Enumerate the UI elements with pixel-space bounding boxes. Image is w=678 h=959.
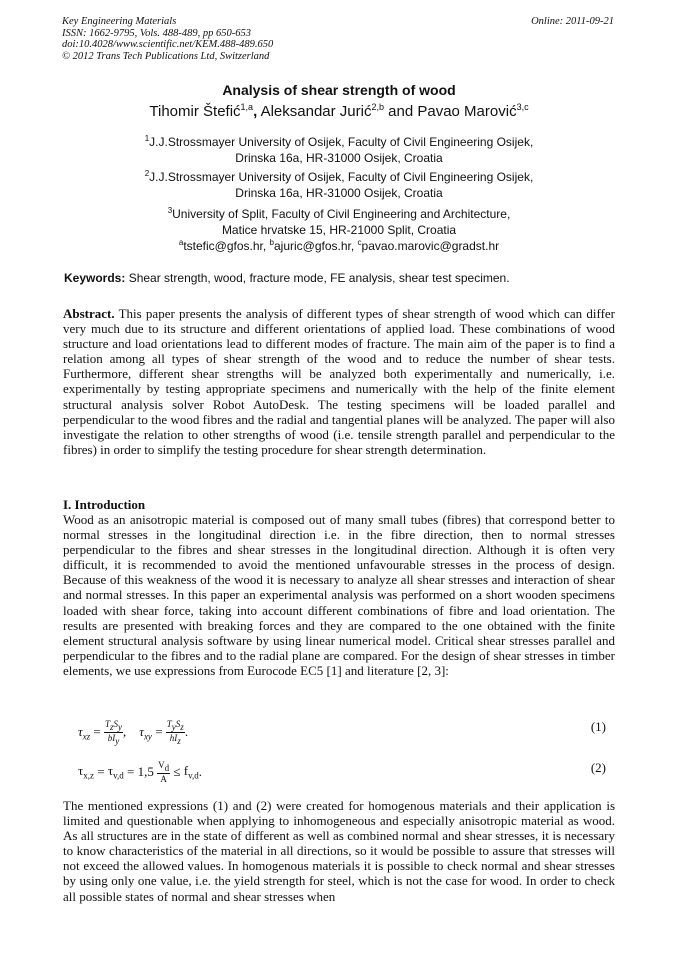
section-heading: I. Introduction [63, 497, 146, 512]
author-sup: 2,b [371, 102, 384, 112]
affiliation-line: J.J.Strossmayer University of Osijek, Faculty of Civil Engineering Osijek, [149, 135, 534, 149]
eq-symbol: τ [78, 763, 84, 779]
eq-end: . [198, 763, 202, 779]
author-list [0, 102, 678, 120]
keywords-label: Keywords: [64, 271, 126, 285]
eq-symbol: A [160, 773, 167, 784]
journal-name: Key Engineering Materials [62, 16, 177, 27]
email-sup: a [178, 238, 184, 247]
eq-sub: y [115, 735, 120, 746]
eq-sub: z [177, 735, 181, 746]
author-sup: 3,c [516, 102, 529, 112]
affiliation-line: J.J.Strossmayer University of Osijek, Faculty of Civil Engineering Osijek, [149, 170, 534, 184]
abstract [63, 306, 615, 457]
eq-fraction [166, 719, 185, 746]
email-link[interactable]: pavao.marovic@gradst.hr [361, 239, 500, 253]
equation-number: (2) [590, 760, 606, 775]
author-name: Pavao Marović [417, 103, 517, 120]
eq-symbol: τ [139, 723, 144, 739]
keywords [64, 271, 616, 285]
eq-symbol: τ [78, 723, 83, 739]
email-link[interactable]: ajuric@gfos.hr [273, 239, 351, 253]
affiliation [0, 131, 678, 166]
eq-sub: z [180, 721, 184, 732]
abstract-text: This paper presents the analysis of different types of shear strength of wood which can differ very much due to its structure and different orientations of applied load. These combinations of wood structure and load orientations lead to different modes of fracture. The main aim of the paper is to find a relation among all types of shear strength of the wood and to reduce the number of shear tests. Furthermore, different shear strengths will be analyzed both experimentally and numerically, i.e. experimentally by testing appropriate specimens and numerically with the help of the finite element structural analysis solver Robot AutoDesk. The testing specimens will be loaded parallel and perpendicular to the wood fibres and the radial and tangential planes will be analyzed. The paper will also investigate the relation to other strengths of wood (i.e. tensile strength parallel and perpendicular to the fibres) in order to simplify the testing procedure for shear strength determination. [63, 306, 615, 457]
author-name: Aleksandar Jurić [260, 103, 372, 120]
paper-title: Analysis of shear strength of wood [222, 82, 456, 98]
eq-symbol: S [113, 719, 119, 729]
eq-relation: ≤ [173, 763, 181, 779]
affiliation-line: Matice hrvatske 15, HR-21000 Split, Croatia [221, 223, 457, 237]
intro-paragraph: Wood as an anisotropic material is composed out of many small tubes (fibres) that correspond better to normal stresses in the longitudinal direction i.e. in the fibre direction, then to normal stresses perpendicular to the fibres and shear stresses in the longitudinal direction. Although it is often very difficult, it is recommended to avoid the mentioned unfavourable stresses in the process of design. Because of this weakness of the wood it is necessary to analyze all shear stresses and interaction of shear and normal stresses. In this paper an experimental analysis was performed on a short wooden specimens loaded with shear force, taking into account different combinations of fibre and load orientation. The results are presented with breaking forces and they are compared to the one obtained with the finite element structural analysis software by using linear numerical model. Critical shear stresses parallel and perpendicular to the fibres and to the radial plane are compared. For the design of shear stresses in timber elements, we use expressions from Eurocode EC5 [1] and literature [2, 3]: [63, 512, 615, 678]
eq-symbol: T [105, 719, 111, 729]
affiliation [0, 166, 678, 201]
author-name: Tihomir Štefić [149, 103, 241, 120]
eq-sub: x,z [83, 770, 94, 781]
eq-sub: v,d [188, 770, 199, 781]
eq-sub: xy [143, 731, 152, 742]
eq-symbol: f [183, 763, 189, 779]
eq-sub: y [171, 721, 176, 732]
eq-sub: v,d [113, 770, 124, 781]
body-paragraph: The mentioned expressions (1) and (2) were created for homogenous materials and their application is limited and questionable when applying to inhomogeneous and especially anisotropic material as wood. As all structures are in the state of different as well as combined normal and shear stresses, it is necessary to know characteristics of the material in all directions, so it would be possible to assure that stresses will not exceed the allowed values. In homogenous materials it is possible to check normal and shear stresses by using only one value, i.e. the yield strength for steel, which is not the case for wood. In order to check all possible states of normal and shear stresses when [63, 798, 615, 904]
equation-2: $\tau_{x,z} = \tau_{v,d} = 1,5$ $\frac{V_d}{A}$ ≤ $f_{v,d}$. (2) [78, 760, 606, 784]
issn-line: ISSN: 1662-9795, Vols. 488-489, pp 650-653 [62, 27, 251, 39]
eq-sub: d [164, 762, 170, 773]
author-sup: 1,a [240, 102, 254, 112]
equation-number: (1) [590, 719, 606, 734]
keywords-text: Shear strength, wood, fracture mode, FE analysis, shear test specimen. [128, 271, 510, 285]
journal-header [62, 16, 614, 62]
doi-link[interactable]: doi:10.4028/www.scientific.net/KEM.488-489.650 [62, 39, 274, 50]
eq-coefficient: 1,5 [137, 763, 154, 779]
eq-separator: , [123, 724, 127, 740]
eq-fraction [157, 760, 170, 784]
eq-sub: y [118, 721, 123, 732]
author-and: and [388, 103, 414, 120]
email-list: $^a$tstefic@gfos.hr, $^b$ajuric@gfos.hr, $^c$pavao.marovic@gradst.hr [178, 238, 500, 253]
author-separator: , [253, 103, 258, 120]
email-link[interactable]: tstefic@gfos.hr [183, 239, 263, 253]
eq-end: . [184, 724, 189, 740]
online-date: Online: 2011-09-21 [531, 16, 614, 27]
eq-symbol: T [166, 719, 172, 729]
affiliation-sup: 3 [167, 206, 173, 215]
affiliation-sup: 2 [144, 169, 150, 178]
email-sup: c [357, 238, 362, 247]
abstract-label: Abstract. [63, 306, 115, 321]
affiliation-sup: 1 [144, 134, 150, 143]
affiliation [0, 203, 678, 238]
eq-sub: xz [82, 731, 91, 742]
affiliation-line: University of Split, Faculty of Civil Engineering and Architecture, [172, 207, 511, 221]
affiliation-line: Drinska 16a, HR-31000 Osijek, Croatia [235, 186, 443, 200]
eq-fraction [104, 719, 123, 746]
eq-sub: z [110, 721, 114, 732]
eq-symbol: V [158, 760, 165, 770]
eq-symbol: S [175, 719, 181, 729]
eq-symbol: hI [169, 732, 178, 743]
eq-symbol: bI [107, 732, 116, 743]
affiliation-line: Drinska 16a, HR-31000 Osijek, Croatia [235, 151, 443, 165]
copyright-line: © 2012 Trans Tech Publications Ltd, Switzerland [62, 50, 270, 62]
eq-symbol: τ [107, 763, 114, 779]
equation-1: $\tau_{xz}$ = $\frac{T_zS_y}{bI_y}$ , $\tau_{xy}$ = $\frac{T_yS_z}{hI_z}$ . (1) [78, 719, 606, 746]
email-sup: b [269, 238, 274, 247]
